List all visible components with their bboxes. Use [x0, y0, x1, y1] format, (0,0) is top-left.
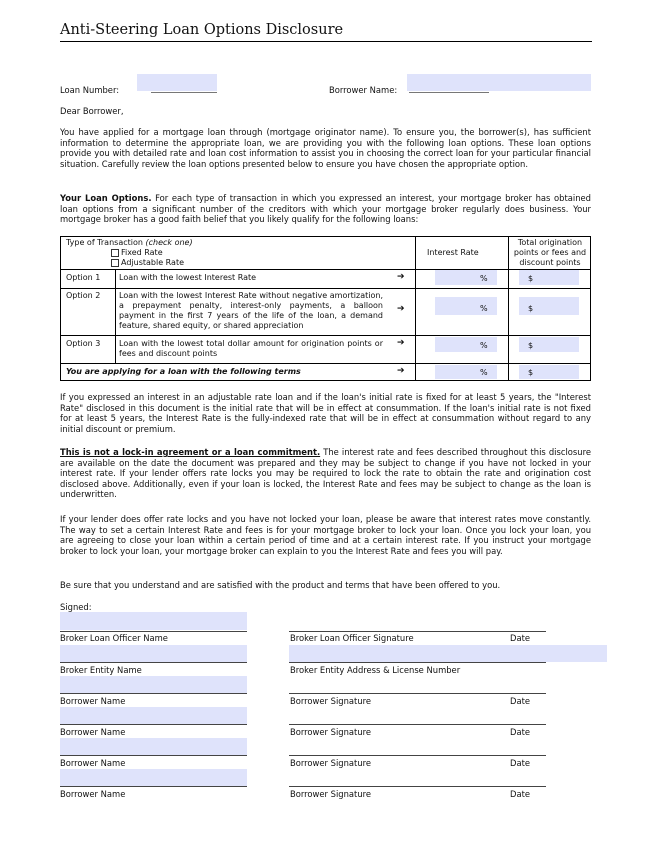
lock-in-paragraph	[60, 447, 591, 500]
signature-line	[60, 662, 247, 663]
option-2-label: Option 2	[66, 291, 101, 300]
borrower-name-label-3: Borrower Name	[60, 758, 126, 768]
checkbox-icon[interactable]	[111, 259, 119, 267]
option-2-fee-prefix: $	[528, 304, 534, 313]
date-label: Date	[510, 696, 531, 706]
date-label: Date	[510, 633, 531, 643]
signature-line	[289, 631, 546, 632]
borrower-signature-label-4: Borrower Signature	[290, 789, 372, 799]
signature-line	[289, 755, 546, 756]
date-label: Date	[510, 789, 531, 799]
right-arrow-icon: ➔	[397, 304, 405, 314]
option-2-desc: Loan with the lowest Interest Rate without negative amortization, a prepayment penalty, interest-only payments, a balloon payment in the first 7 years of the life of the loan, a demand feature, shared equity, or shared appreciation	[119, 291, 383, 330]
table-rule	[61, 269, 590, 270]
transaction-type-label: Type of Transaction (check one)	[66, 238, 193, 247]
option-3-rate-suffix: %	[480, 341, 488, 350]
broker-entity-address-label: Broker Entity Address & License Number	[290, 665, 461, 675]
borrower-signature-label-1: Borrower Signature	[290, 696, 372, 706]
borrower-name-field-1[interactable]	[60, 676, 247, 693]
loan-number-field[interactable]	[137, 74, 217, 91]
loan-options-heading: Your Loan Options.	[60, 193, 152, 203]
title-rule	[60, 41, 592, 42]
loan-options-text: For each type of transaction in which you expressed an interest, your mortgage broker has obtained loan options from a significant number of the creditors with which your mortgage broker regularly does business. Your mortgage broker has a good faith belief that you likely qualify for the following loans:	[60, 193, 591, 225]
broker-entity-address-field[interactable]	[289, 645, 607, 662]
table-rule	[61, 335, 590, 336]
signature-line	[60, 755, 247, 756]
option-3-label: Option 3	[66, 339, 101, 348]
option-2-rate-suffix: %	[480, 304, 488, 313]
broker-entity-name-label: Broker Entity Name	[60, 665, 142, 675]
loan-number-label: Loan Number:	[60, 85, 120, 95]
signature-line	[289, 662, 546, 663]
table-rule	[61, 288, 590, 289]
table-rule	[61, 363, 590, 364]
be-sure-paragraph: Be sure that you understand and are satisfied with the product and terms that have been offered to you.	[60, 580, 501, 590]
signed-field[interactable]	[60, 612, 247, 630]
signature-line	[60, 724, 247, 725]
signature-line	[60, 693, 247, 694]
interest-rate-header: Interest Rate	[427, 248, 479, 257]
signature-line	[289, 724, 546, 725]
borrower-name-field-2[interactable]	[60, 707, 247, 724]
borrower-name-label-2: Borrower Name	[60, 727, 126, 737]
greeting: Dear Borrower,	[60, 106, 124, 116]
signature-line	[289, 786, 546, 787]
option-3-fee-prefix: $	[528, 341, 534, 350]
borrower-name-label-4: Borrower Name	[60, 789, 126, 799]
borrower-name-field-3[interactable]	[60, 738, 247, 755]
option-1-rate-suffix: %	[480, 274, 488, 283]
right-arrow-icon: ➔	[397, 338, 405, 348]
date-label: Date	[510, 758, 531, 768]
broker-loan-officer-name-label: Broker Loan Officer Name	[60, 633, 168, 643]
option-1-label: Option 1	[66, 273, 101, 282]
loan-options-table	[60, 236, 591, 381]
option-1-desc: Loan with the lowest Interest Rate	[119, 273, 257, 282]
intro-paragraph: You have applied for a mortgage loan through (mortgage originator name). To ensure you, the borrower(s), has sufficient information to determine the appropriate loan, we are providing you with the following loan options. These loan options provide you with detailed rate and loan cost information to assist you in choosing the correct loan for your particular financial situation. Carefully review the loan options presented below to ensure you have chosen the appropriate option.	[60, 127, 591, 169]
right-arrow-icon: ➔	[397, 366, 405, 376]
borrower-name-field-4[interactable]	[60, 769, 247, 786]
option-3-desc: Loan with the lowest total dollar amount for origination points or fees and discount points	[119, 339, 383, 358]
fixed-rate-option[interactable]: Fixed Rate	[111, 248, 163, 258]
borrower-signature-label-2: Borrower Signature	[290, 727, 372, 737]
signature-line	[60, 631, 247, 632]
fees-header: Total origination points or fees and discount points	[513, 238, 587, 267]
broker-entity-name-field[interactable]	[60, 645, 247, 662]
borrower-name-field[interactable]	[407, 74, 591, 91]
signed-label: Signed:	[60, 602, 92, 612]
loan-number-underline	[151, 92, 217, 93]
loan-options-paragraph	[60, 193, 591, 225]
lock-in-heading: This is not a lock-in agreement or a loan commitment.	[60, 447, 321, 457]
borrower-name-underline	[409, 92, 489, 93]
broker-loan-officer-signature-label: Broker Loan Officer Signature	[290, 633, 414, 643]
table-divider	[115, 269, 116, 363]
table-divider	[415, 237, 416, 380]
borrower-name-label: Borrower Name:	[329, 85, 398, 95]
adjustable-rate-option[interactable]: Adjustable Rate	[111, 258, 184, 268]
lock-in-text: The interest rate and fees described throughout this disclosure are available on the date the document was prepared and they may be subject to change if you have not locked in your interest rate. If your lender offers rate locks you may be required to lock the rate to obtain the rate and origination cost disclosed above. Additionally, even if your loan is locked, the Interest Rate and fees may be subject to change as the loan is underwritten.	[60, 447, 591, 500]
borrower-signature-label-3: Borrower Signature	[290, 758, 372, 768]
adjustable-rate-paragraph: If you expressed an interest in an adjustable rate loan and if the loan's initial rate is fixed for at least 5 years, the "Interest Rate" disclosed in this document is the initial rate that will be in effect at consummation. If the loan's initial rate is not fixed for at least 5 years, the Interest Rate is the fully-indexed rate that will be in effect at consummation without regard to any initial discount or premium.	[60, 392, 591, 434]
checkbox-icon[interactable]	[111, 249, 119, 257]
rate-lock-paragraph: If your lender does offer rate locks and you have not locked your loan, please be aware that interest rates move constantly. The way to set a certain Interest Rate and fees is for your mortgage broker to lock your loan. Once you lock your loan, you are agreeing to close your loan within a certain period of time and at a certain interest rate. If you instruct your mortgage broker to lock your loan, your mortgage broker can explain to you the Interest Rate and fees you will pay.	[60, 514, 591, 556]
page-title: Anti-Steering Loan Options Disclosure	[60, 22, 344, 38]
applying-fee-prefix: $	[528, 368, 534, 377]
applying-terms-label: You are applying for a loan with the following terms	[66, 367, 301, 376]
signature-line	[60, 786, 247, 787]
option-1-fee-prefix: $	[528, 274, 534, 283]
signature-line	[289, 693, 546, 694]
borrower-name-label-1: Borrower Name	[60, 696, 126, 706]
date-label: Date	[510, 727, 531, 737]
table-divider	[508, 237, 509, 380]
right-arrow-icon: ➔	[397, 272, 405, 282]
applying-rate-suffix: %	[480, 368, 488, 377]
